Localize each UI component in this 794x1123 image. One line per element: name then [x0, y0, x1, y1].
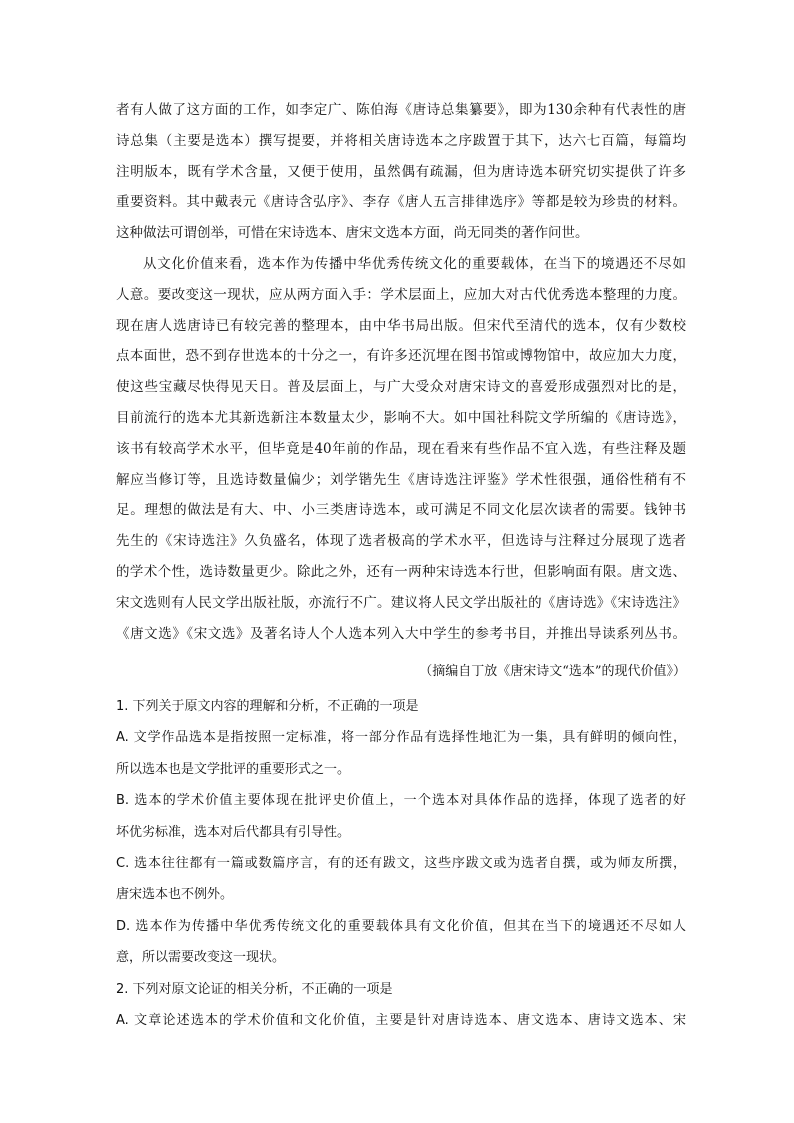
question-1-option-b-cont: 坏优劣标准，选本对后代都具有引导性。	[116, 824, 351, 840]
passage-line: 从文化价值来看，选本作为传播中华优秀传统文化的重要载体，在当下的境遇还不尽如	[143, 255, 686, 272]
question-2-stem: 2. 下列对原文论证的相关分析，不正确的一项是	[116, 981, 393, 997]
passage-text	[116, 95, 686, 649]
passage-line: 先生的《宋诗选注》久负盛名，体现了选者极高的学术水平，但选诗与注释过分展现了选者	[116, 533, 686, 550]
passage-line: 该书有较高学术水平，但毕竟是40年前的作品，现在看来有些作品不宜入选，有些注释及题	[116, 440, 686, 457]
question-2-option-a: A. 文章论述选本的学术价值和文化价值，主要是针对唐诗选本、唐文选本、唐诗文选本、宋	[116, 1012, 686, 1028]
question-1-stem: 1. 下列关于原文内容的理解和分析，不正确的一项是	[116, 699, 419, 714]
passage-line: 现在唐人选唐诗已有较完善的整理本，由中华书局出版。但宋代至清代的选本，仅有少数校	[116, 317, 686, 334]
passage-line: 点本面世，恐不到存世选本的十分之一，有许多还沉埋在图书馆或博物馆中，故应加大力度，	[116, 348, 686, 365]
passage-line: 诗总集（主要是选本）撰写提要，并将相关唐诗选本之序跋置于其下，达六七百篇，每篇均	[116, 132, 686, 149]
questions-section	[116, 691, 686, 1036]
question-1-option-b: B. 选本的学术价值主要体现在批评史价值上，一个选本对具体作品的选择，体现了选者的好	[116, 793, 686, 809]
passage-line: 者有人做了这方面的工作，如李定广、陈伯海《唐诗总集纂要》，即为130余种有代表性的唐	[116, 102, 686, 118]
passage-line: 《唐文选》《宋文选》及著名诗人个人选本列入大中学生的参考书目，并推出导读系列丛书。	[116, 625, 686, 642]
question-1-option-c: C. 选本往往都有一篇或数篇序言，有的还有跋文，这些序跋文或为选者自撰，或为师友所撰，	[116, 855, 686, 871]
passage-line: 这种做法可谓创举，可惜在宋诗选本、唐宋文选本方面，尚无同类的著作问世。	[116, 225, 589, 242]
passage-line: 解应当修订等，且选诗数量偏少；刘学锴先生《唐诗选注评鉴》学术性很强，通俗性稍有不	[116, 471, 686, 488]
question-1-option-d: D. 选本作为传播中华优秀传统文化的重要载体具有文化价值，但其在当下的境遇还不尽如人	[116, 918, 686, 934]
passage-line: 宋文选则有人民文学出版社版，亦流行不广。建议将人民文学出版社的《唐诗选》《宋诗选注》	[116, 594, 686, 611]
passage-line: 注明版本，既有学术含量，又便于使用，虽然偶有疏漏，但为唐诗选本研究切实提供了许多	[116, 163, 686, 180]
passage-line: 目前流行的选本尤其新选新注本数量太少，影响不大。如中国社科院文学所编的《唐诗选》，	[116, 409, 686, 426]
question-1-option-a-cont: 所以选本也是文学批评的重要形式之一。	[116, 761, 351, 777]
passage-line: 人意。要改变这一现状，应从两方面入手：学术层面上，应加大对古代优秀选本整理的力度。	[116, 286, 686, 303]
passage-source: （摘编自丁放《唐宋诗文“选本”的现代价值》）	[419, 664, 686, 679]
passage-line: 足。理想的做法是有大、中、小三类唐诗选本，或可满足不同文化层次读者的需要。钱钟书	[116, 502, 686, 519]
passage-line: 使这些宝藏尽快得见天日。普及层面上，与广大受众对唐宋诗文的喜爱形成强烈对比的是，	[116, 379, 686, 396]
passage-line: 重要资料。其中戴表元《唐诗含弘序》、李存《唐人五言排律选序》等都是较为珍贵的材料。	[116, 194, 686, 211]
passage-line: 的学术个性，选诗数量更少。除此之外，还有一两种宋诗选本行世，但影响面有限。唐文选、	[116, 563, 686, 580]
question-1-option-c-cont: 唐宋选本也不例外。	[116, 887, 234, 903]
question-1-option-d-cont: 意，所以需要改变这一现状。	[116, 950, 286, 966]
question-1-option-a: A. 文学作品选本是指按照一定标准，将一部分作品有选择性地汇为一集，具有鲜明的倾向性，	[116, 730, 686, 746]
